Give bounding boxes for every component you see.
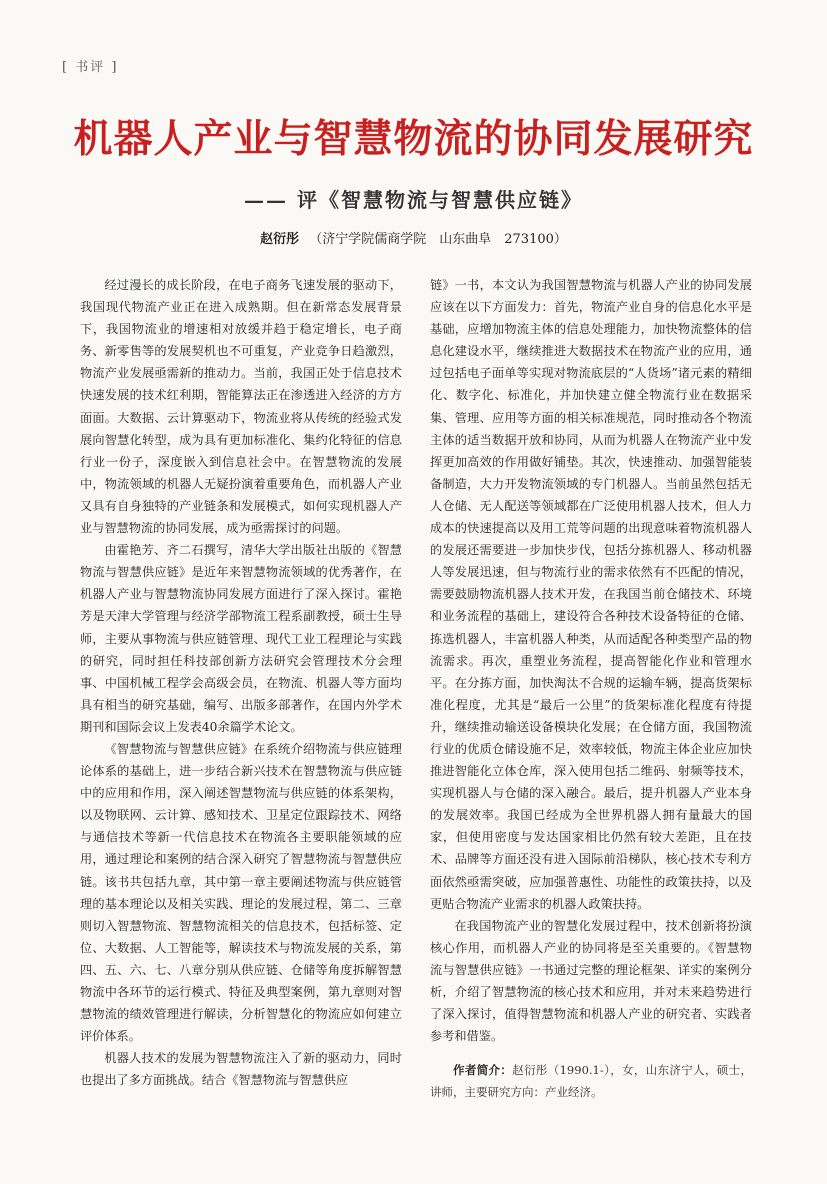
article-title: 机器人产业与智慧物流的协同发展研究: [73, 117, 754, 162]
author-affiliation: （济宁学院儒商学院 山东曲阜 273100）: [309, 232, 567, 247]
right-column: [430, 274, 752, 1160]
byline: [0, 228, 827, 247]
author-bio-label: 作者简介：: [453, 1063, 513, 1078]
author-bio: [430, 1059, 752, 1103]
author-name: 赵衍彤: [260, 232, 300, 247]
body-paragraph: 在我国物流产业的智慧化发展过程中，技术创新将扮演核心作用，而机器人产业的协同将是至关重要的。《智慧物流与智慧供应链》一书通过完整的理论框架、详实的案例分析，介绍了智慧物流的核心技术和应用，并对未来趋势进行了深入探讨，值得智慧物流和机器人产业的研究者、实践者参考和借鉴。: [430, 918, 752, 1044]
left-column: [80, 274, 402, 1160]
body-paragraph: 《智慧物流与智慧供应链》在系统介绍物流与供应链理论体系的基础上，进一步结合新兴技术在智慧物流与供应链中的应用和作用，深入阐述智慧物流与供应链的体系架构，以及物联网、云计算、感知技术、卫星定位跟踪技术、网络与通信技术等新一代信息技术在物流各主要职能领域的应用，通过理论和案例的结合深入研究了智慧物流与智慧供应链。该书共包括九章，其中第一章主要阐述物流与供应链管理的基本理论以及相关实践、理论的发展过程，第二、三章则切入智慧物流、智慧物流相关的信息技术，包括标签、定位、大数据、人工智能等，解读技术与物流发展的关系，第四、五、六、七、八章分别从供应链、仓储等角度拆解智慧物流中各环节的运行模式、特征及典型案例，第九章则对智慧物流的绩效管理进行解读，分析智慧化的物流应如何建立评价体系。: [80, 741, 402, 1044]
body-paragraph-continued: 链》一书，本文认为我国智慧物流与机器人产业的协同发展应该在以下方面发力：首先，物流产业自身的信息化水平是基础，应增加物流主体的信息处理能力，加快物流整体的信息化建设水平，继续推进大数据技术在物流产业的应用，通过包括电子面单等实现对物流底层的“人货场”诸元素的精细化、数字化、标准化，并加快建立健全物流行业在数据采集、管理、应用等方面的相关标准规范，同时推动各个物流主体的适当数据开放和协同，从而为机器人在物流产业中发挥更加高效的作用做好铺垫。其次，快速推动、加强智能装备制造，大力开发物流领域的专门机器人。当前虽然包括无人仓储、无人配送等领域都在广泛使用机器人技术，但人力成本的快速提高以及用工荒等问题的出现意味着物流机器人的发展还需要进一步加快步伐，包括分拣机器人、移动机器人等发展迅速，但与物流行业的需求依然有不匹配的情况，需要鼓励物流机器人技术开发，在我国当前仓储技术、环境和业务流程的基础上，建设符合各种技术设备特征的仓储、拣选机器人，丰富机器人种类，从而适配各种类型产品的物流需求。再次，重塑业务流程，提高智能化作业和管理水平。在分拣方面，加快淘汰不合规的运输车辆，提高货架标准化程度，尤其是“最后一公里”的货架标准化程度有待提升，继续推动输送设备模块化发展；在仓储方面，我国物流行业的优质仓储设施不足，效率较低，物流主体企业应加快推进智能化立体仓库，深入使用包括二维码、射频等技术，实现机器人与仓储的深入融合。最后，提升机器人产业本身的发展效率。我国已经成为全世界机器人拥有量最大的国家，但使用密度与发达国家相比仍然有较大差距，且在技术、品牌等方面还没有进入国际前沿梯队，核心技术专利方面依然亟需突破，应加强普惠性、功能性的政策扶持，以及更贴合物流产业需求的机器人政策扶持。: [430, 278, 752, 911]
body-paragraph: 机器人技术的发展为智慧物流注入了新的驱动力，同时也提出了多方面挑战。结合《智慧物流与智慧供应: [80, 1051, 402, 1088]
section-tag: [ 书评 ]: [62, 60, 119, 75]
body-paragraph: 经过漫长的成长阶段，在电子商务飞速发展的驱动下，我国现代物流产业正在进入成熟期。但在新常态发展背景下，我国物流业的增速相对放缓并趋于稳定增长，电子商务、新零售等的发展契机也不可重复，产业竞争日趋激烈，物流产业发展亟需新的推动力。当前，我国正处于信息技术快速发展的技术红利期，智能算法正在渗透进入经济的方方面面。大数据、云计算驱动下，物流业将从传统的经验式发展向智慧化转型，成为具有更加标准化、集约化特征的信息行业一份子，深度嵌入到信息社会中。在智慧物流的发展中，物流领域的机器人无疑扮演着重要角色，而机器人产业又具有自身独特的产业链条和发展模式，如何实现机器人产业与智慧物流的协同发展，成为亟需探讨的问题。: [80, 278, 402, 536]
body-paragraph: 由霍艳芳、齐二石撰写，清华大学出版社出版的《智慧物流与智慧供应链》是近年来智慧物流领域的优秀著作，在机器人产业与智慧物流协同发展方面进行了深入探讨。霍艳芳是天津大学管理与经济学部物流工程系副教授，硕士生导师，主要从事物流与供应链管理、现代工业工程理论与实践的研究，同时担任科技部创新方法研究会管理技术分会理事、中国机械工程学会高级会员，在物流、机器人等方面均具有相当的研究基础，编写、出版多部著作，在国内外学术期刊和国际会议上发表40余篇学术论文。: [80, 543, 402, 734]
article-subtitle: —— 评《智慧物流与智慧供应链》: [244, 188, 583, 212]
author-bio-text: 赵衍彤（1990.1-），女，山东济宁人，硕士，讲师，主要研究方向：产业经济。: [430, 1063, 752, 1100]
article-body: [80, 274, 752, 1160]
